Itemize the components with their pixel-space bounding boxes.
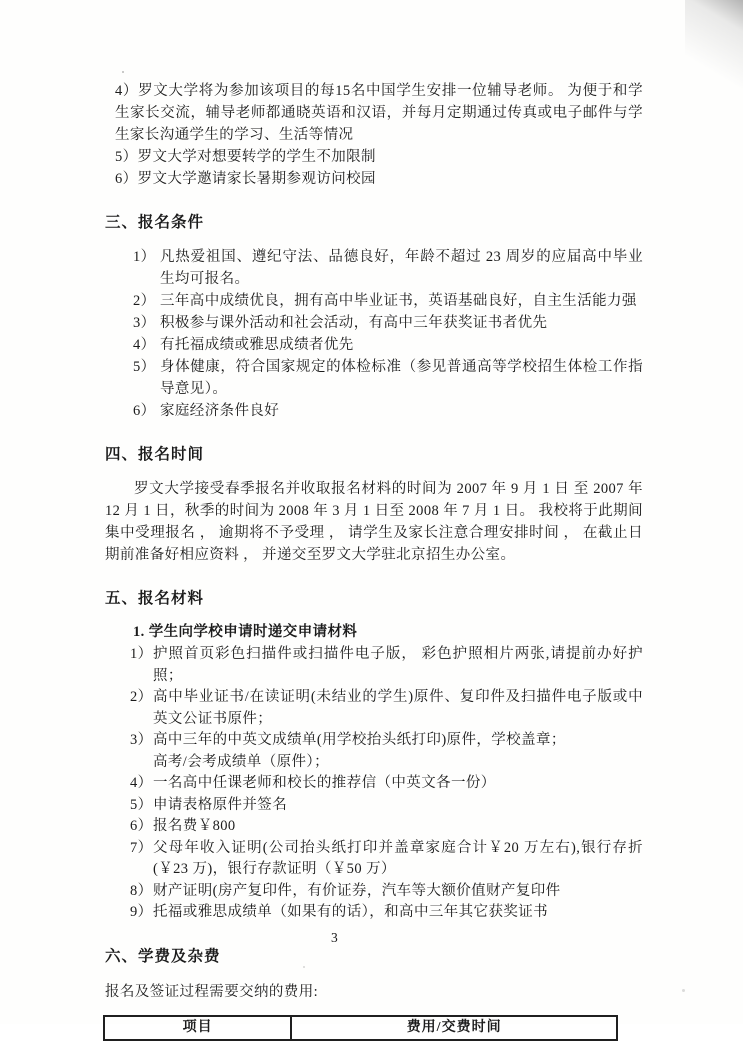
requirement-item bbox=[133, 246, 643, 290]
material-item bbox=[130, 881, 643, 903]
page-number: 3 bbox=[331, 930, 338, 945]
requirement-item bbox=[133, 290, 643, 312]
item-number: 3） bbox=[133, 315, 156, 331]
item-number: 6） bbox=[133, 403, 156, 419]
item-text: 三年高中成绩优良，拥有高中毕业证书，英语基础良好，自主生活能力强 bbox=[160, 293, 637, 309]
item-number: 1） bbox=[133, 249, 156, 265]
material-item bbox=[130, 816, 643, 838]
requirements-list bbox=[105, 246, 643, 422]
item-text: 高中毕业证书/在读证明(未结业的学生)原件、复印件及扫描件电子版或中英文公证书原件； bbox=[153, 689, 643, 727]
item-text: 护照首页彩色扫描件或扫描件电子版， 彩色护照相片两张,请提前办好护照； bbox=[153, 646, 643, 684]
application-time-paragraph: 罗文大学接受春季报名并收取报名材料的时间为 2007 年 9 月 1 日 至 2007 年 12 月 1 日，秋季的时间为 2008 年 3 月 1 日至 2008 年 7 月 1 日。 我校将于此期间集中受理报名 ， 逾期将不予受理 ， 请学生及家长注意合理安排时间 ， 在截止日期前准备好相应资料 ， 并递交至罗文大学驻北京招生办公室。 bbox=[105, 481, 643, 563]
intro-item-4 bbox=[115, 80, 643, 146]
material-item bbox=[130, 795, 643, 817]
item-number: 4） bbox=[133, 337, 156, 353]
document-content bbox=[105, 80, 643, 1041]
fees-lead-text: 报名及签证过程需要交纳的费用: bbox=[105, 983, 319, 1000]
item-text bbox=[153, 730, 643, 773]
requirement-item bbox=[133, 356, 643, 400]
intro-item-6-label: 6） bbox=[115, 171, 138, 187]
item-number: 6） bbox=[130, 818, 153, 834]
item-text: 凡热爱祖国、遵纪守法、品德良好，年龄不超过 23 周岁的应届高中毕业生均可报名。 bbox=[160, 249, 643, 287]
item-number: 5） bbox=[133, 359, 156, 375]
intro-item-4-label: 4） bbox=[115, 83, 139, 99]
scan-speck bbox=[122, 71, 124, 73]
item-text: 申请表格原件并签名 bbox=[153, 796, 288, 813]
materials-list bbox=[105, 644, 643, 924]
fees-table-header-cost: 费用/交费时间 bbox=[291, 1016, 617, 1040]
section-heading-application-time: 四、报名时间 bbox=[105, 446, 205, 463]
section-heading-fees: 六、学费及杂费 bbox=[105, 947, 221, 965]
material-item bbox=[130, 687, 643, 730]
scan-speck bbox=[682, 989, 685, 992]
scan-corner-shadow bbox=[685, 0, 743, 140]
item-number: 5） bbox=[130, 796, 153, 813]
item-number: 7） bbox=[130, 839, 153, 856]
item-text-line2: 高考/会考成绩单（原件）； bbox=[153, 753, 329, 770]
material-item bbox=[130, 838, 643, 881]
fees-table bbox=[103, 1015, 618, 1041]
item-text: 托福或雅思成绩单（如果有的话），和高中三年其它获奖证书 bbox=[153, 904, 549, 920]
item-text: 一名高中任课老师和校长的推荐信（中英文各一份） bbox=[153, 775, 496, 791]
item-text-line1: 高中三年的中英文成绩单(用学校抬头纸打印)原件，学校盖章； bbox=[153, 732, 566, 748]
fees-table-header-row bbox=[104, 1016, 617, 1040]
intro-list bbox=[105, 80, 643, 190]
intro-item-6-text: 罗文大学邀请家长暑期参观访问校园 bbox=[137, 171, 376, 187]
requirement-item bbox=[133, 334, 643, 356]
item-text: 报名费￥800 bbox=[153, 818, 236, 834]
item-number: 2） bbox=[130, 689, 153, 705]
material-item bbox=[130, 902, 643, 924]
item-text: 有托福成绩或雅思成绩者优先 bbox=[160, 337, 354, 353]
material-item bbox=[130, 773, 643, 795]
item-number: 9） bbox=[130, 904, 153, 920]
item-number: 8） bbox=[130, 882, 153, 899]
intro-item-5-text: 罗文大学对想要转学的学生不加限制 bbox=[137, 149, 376, 165]
materials-subheading: 1. 学生向学校申请时递交申请材料 bbox=[133, 624, 358, 640]
section-heading-materials: 五、报名材料 bbox=[105, 590, 205, 607]
requirement-item bbox=[133, 400, 643, 422]
item-number: 2） bbox=[133, 293, 156, 309]
section-heading-requirements: 三、报名条件 bbox=[105, 214, 205, 231]
material-item bbox=[130, 730, 643, 773]
requirement-item bbox=[133, 312, 643, 334]
item-number: 1） bbox=[130, 646, 153, 662]
item-text: 父母年收入证明(公司抬头纸打印并盖章家庭合计￥20 万左右),银行存折(￥23 万)，银行存款证明（￥50 万） bbox=[153, 839, 643, 877]
item-number: 3） bbox=[130, 732, 153, 748]
item-text: 身体健康，符合国家规定的体检标准（参见普通高等学校招生体检工作指导意见）。 bbox=[160, 359, 643, 397]
intro-item-4-text: 罗文大学将为参加该项目的每15名中国学生安排一位辅导老师。 为便于和学生家长交流，辅导老师都通晓英语和汉语，并每月定期通过传真或电子邮件与学生家长沟通学生的学习、生活等情况 bbox=[115, 83, 643, 143]
intro-item-5-label: 5） bbox=[115, 149, 138, 165]
item-text: 积极参与课外活动和社会活动，有高中三年获奖证书者优先 bbox=[160, 315, 548, 331]
item-text: 财产证明(房产复印件，有价证券，汽车等大额价值财产复印件 bbox=[153, 882, 561, 899]
fees-table-header-item: 项目 bbox=[104, 1016, 291, 1040]
intro-item-5 bbox=[115, 146, 643, 168]
item-number: 4） bbox=[130, 775, 153, 791]
material-item bbox=[130, 644, 643, 687]
item-text: 家庭经济条件良好 bbox=[160, 403, 280, 419]
intro-item-6 bbox=[115, 168, 643, 190]
